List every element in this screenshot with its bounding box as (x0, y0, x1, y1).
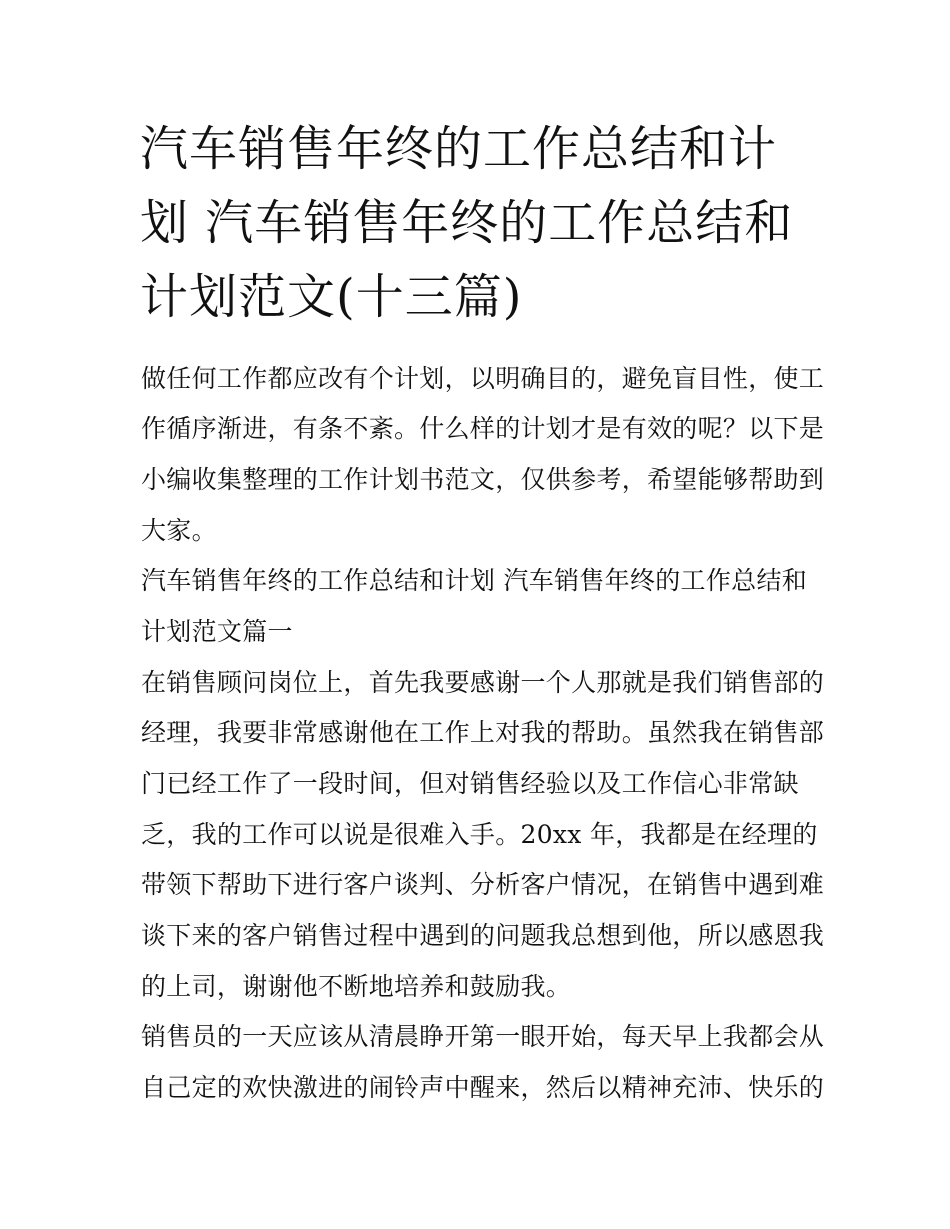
body-line: 经理，我要非常感谢他在工作上对我的帮助。虽然我在销售部 (141, 718, 825, 747)
body-line: 小编收集整理的工作计划书范文，仅供参考，希望能够帮助到 (141, 465, 825, 494)
body-line: 作循序渐进，有条不紊。什么样的计划才是有效的呢？以下是 (141, 414, 825, 443)
body-line: 带领下帮助下进行客户谈判、分析客户情况，在销售中遇到难 (141, 870, 825, 899)
document-title: 汽车销售年终的工作总结和计划 汽车销售年终的工作总结和计划范文(十三篇) (140, 121, 794, 325)
body-line: 谈下来的客户销售过程中遇到的问题我总想到他，所以感恩我 (141, 921, 825, 950)
section-heading: 计划范文篇一 (141, 617, 293, 646)
body-line: 自己定的欢快激进的闹铃声中醒来，然后以精神充沛、快乐的 (141, 1073, 825, 1102)
body-line: 门已经工作了一段时间，但对销售经验以及工作信心非常缺 (141, 769, 799, 798)
body-line: 乏，我的工作可以说是很难入手。20xx 年，我都是在经理的 (141, 820, 818, 849)
body-line: 销售员的一天应该从清晨睁开第一眼开始，每天早上我都会从 (141, 1022, 825, 1051)
body-line: 的上司，谢谢他不断地培养和鼓励我。 (141, 972, 572, 1001)
body-line: 做任何工作都应改有个计划，以明确目的，避免盲目性，使工 (141, 364, 825, 393)
body-line: 大家。 (141, 516, 217, 545)
body-line: 在销售顾问岗位上，首先我要感谢一个人那就是我们销售部的 (141, 668, 825, 697)
section-heading: 汽车销售年终的工作总结和计划 汽车销售年终的工作总结和 (141, 566, 808, 595)
